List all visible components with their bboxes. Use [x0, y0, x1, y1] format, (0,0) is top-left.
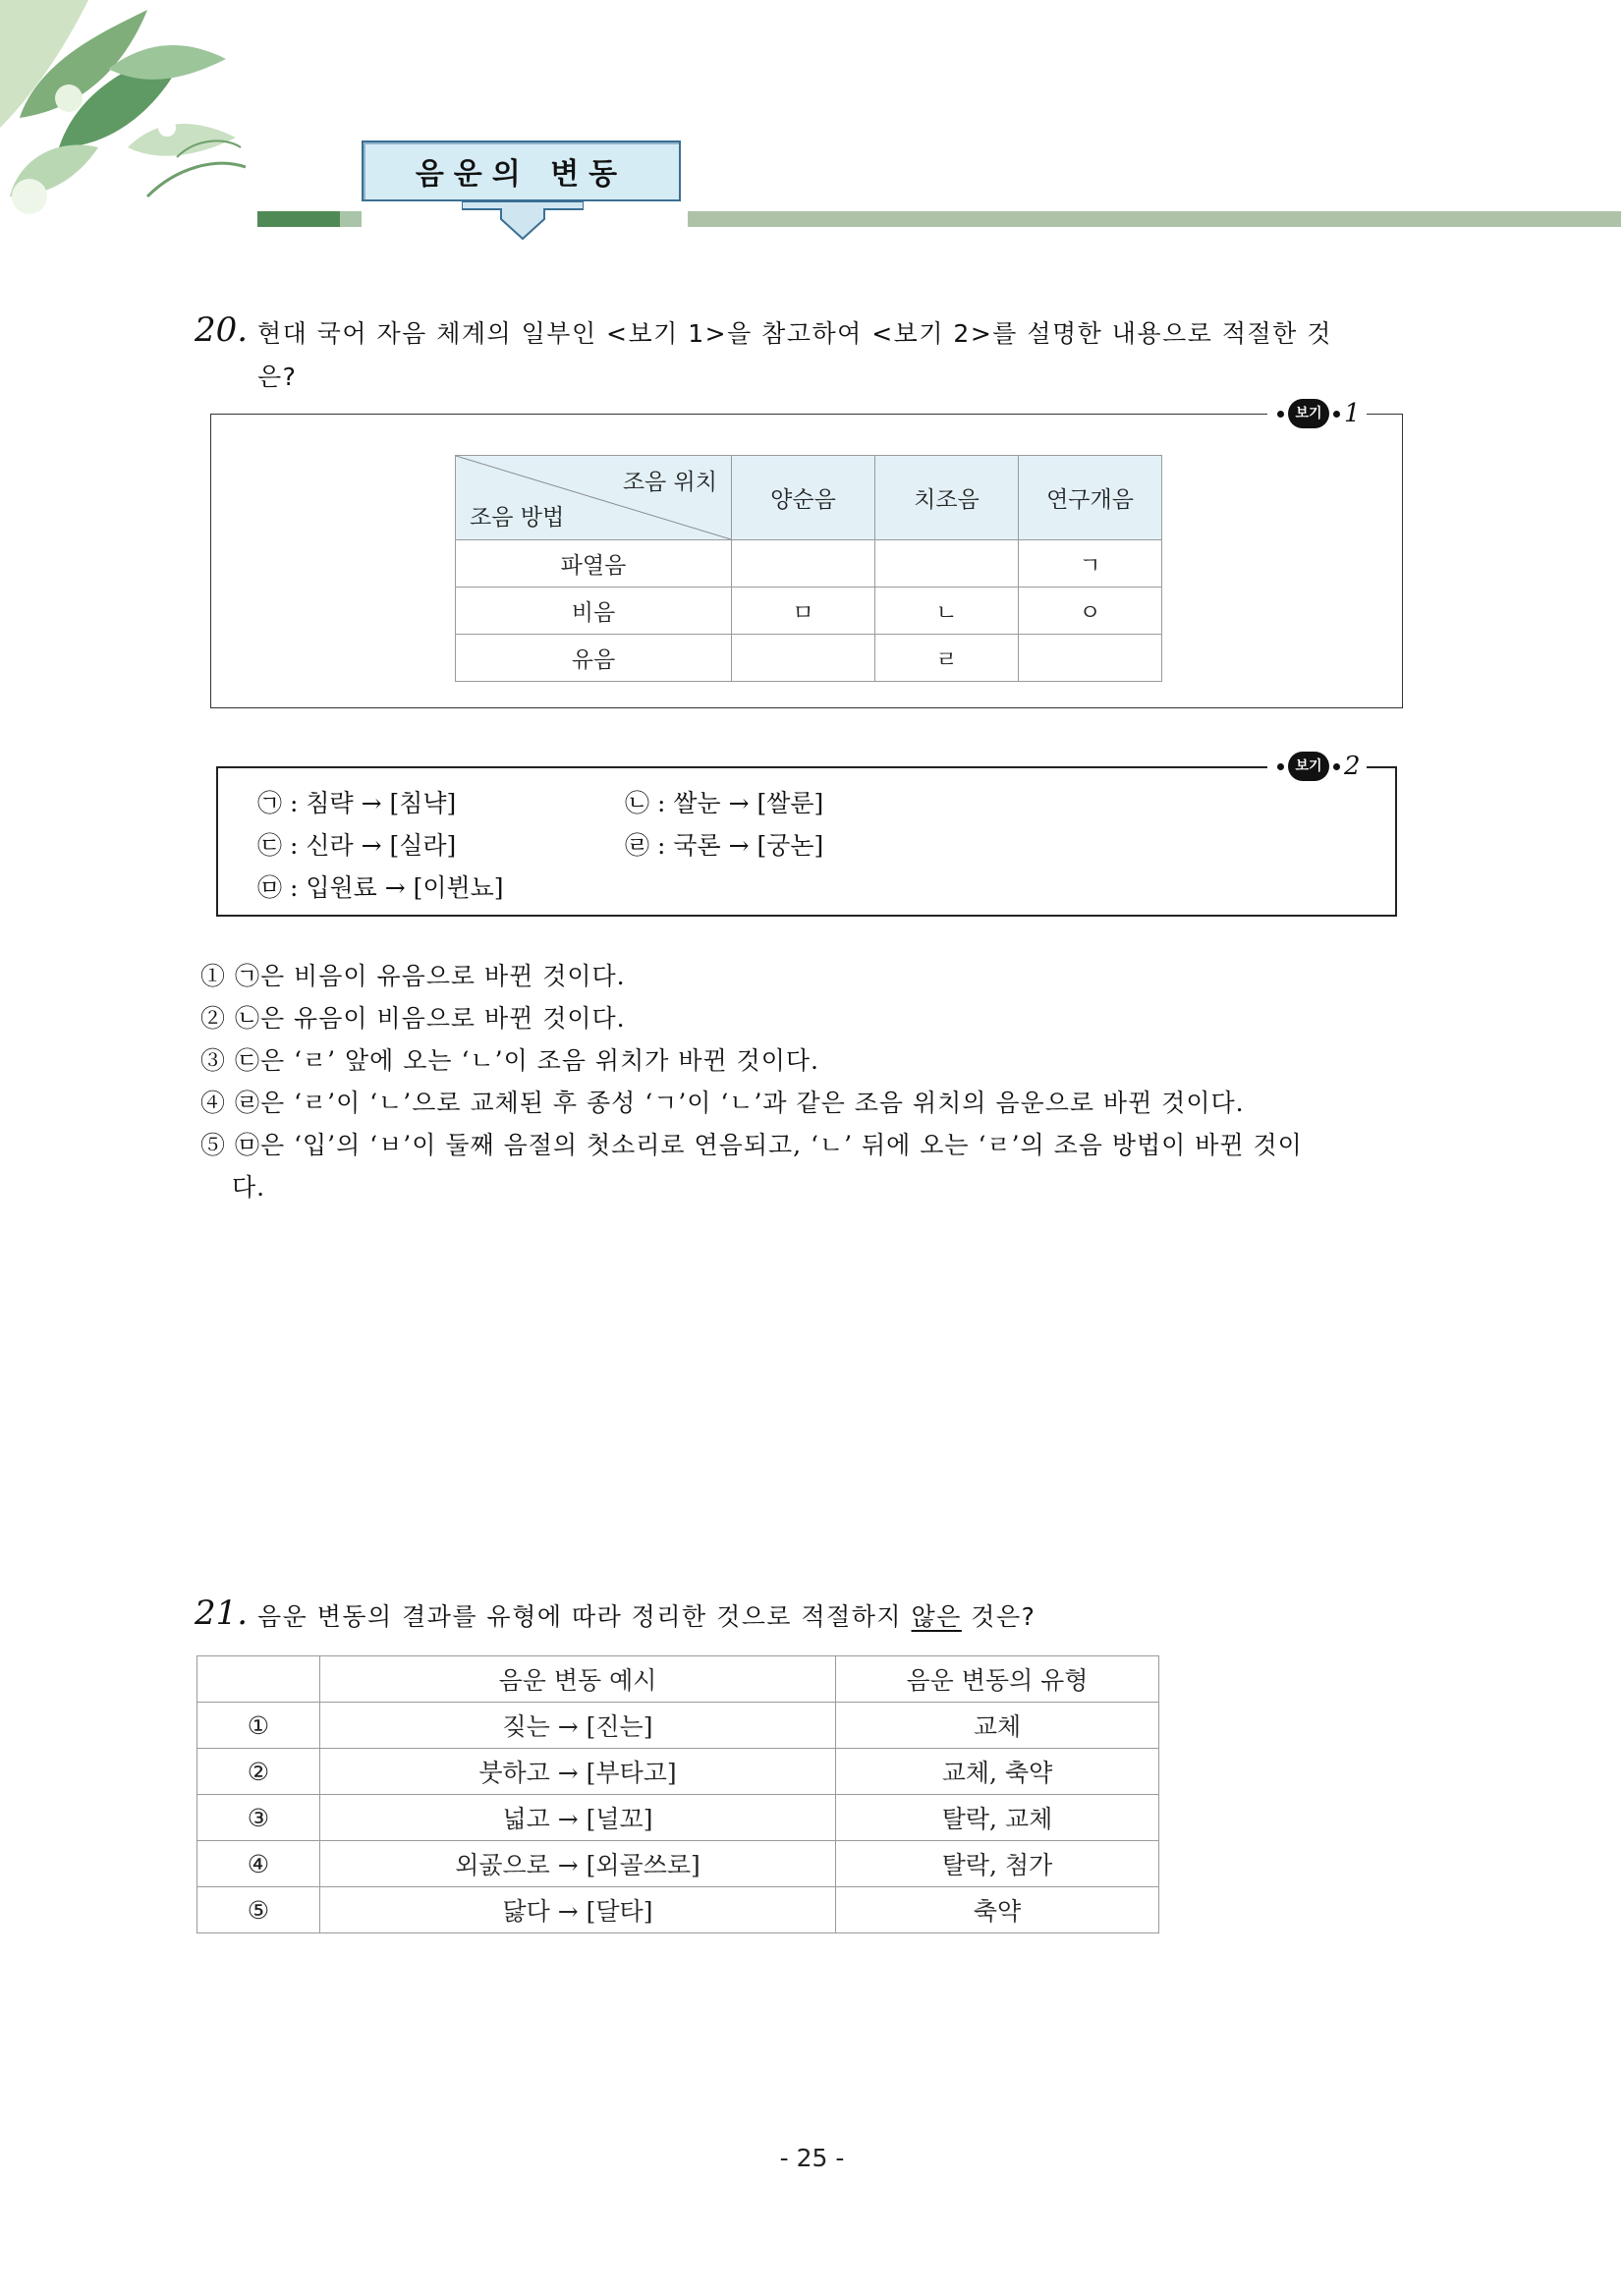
table-cell: 닳다 → [달타] — [320, 1887, 836, 1933]
page-number: - 25 - — [779, 2144, 845, 2172]
table-row[interactable] — [197, 1841, 1159, 1887]
table-row[interactable] — [197, 1703, 1159, 1749]
table-cell: 붓하고 → [부타고] — [320, 1749, 836, 1795]
row-header: 파열음 — [456, 540, 732, 588]
question-number: 20. — [195, 310, 249, 350]
table-header-row — [197, 1656, 1159, 1703]
header-rule-accent-light — [340, 211, 362, 227]
box-tag-number: 2 — [1344, 752, 1361, 781]
box-tag-number: 1 — [1344, 399, 1361, 428]
table-row[interactable] — [197, 1795, 1159, 1841]
header-manner-of-articulation: 조음 방법 — [470, 505, 565, 531]
box-tag-2 — [1267, 752, 1367, 781]
question-stem — [257, 1596, 1036, 1639]
table-cell: 탈락, 교체 — [836, 1795, 1159, 1841]
column-header: 음운 변동의 유형 — [836, 1656, 1159, 1703]
column-header: 음운 변동 예시 — [320, 1656, 836, 1703]
example-item: ㉢ : 신라 → [실라] — [257, 831, 457, 860]
table-cell: ㄹ — [875, 635, 1019, 682]
table-cell: 탈락, 첨가 — [836, 1841, 1159, 1887]
answer-option[interactable]: ⑤ ㉤은 ‘입’의 ‘ㅂ’이 둘째 음절의 첫소리로 연음되고, ‘ㄴ’ 뒤에 오는 ‘ㄹ’의 조음 방법이 바뀐 것이 — [200, 1131, 1303, 1159]
option-number: ① — [197, 1703, 320, 1749]
column-header — [197, 1656, 320, 1703]
table-cell: ㅁ — [732, 588, 875, 635]
question-stem-text: 것은? — [961, 1602, 1036, 1631]
section-title: 음운의 변동 — [362, 140, 681, 201]
example-item: ㉡ : 쌀눈 → [쌀룬] — [625, 789, 824, 817]
answer-option[interactable]: ④ ㉣은 ‘ㄹ’이 ‘ㄴ’으로 교체된 후 종성 ‘ㄱ’이 ‘ㄴ’과 같은 조음 위치의 음운으로 바뀐 것이다. — [200, 1089, 1245, 1117]
consonant-table — [455, 455, 1162, 682]
answer-option[interactable]: ③ ㉢은 ‘ㄹ’ 앞에 오는 ‘ㄴ’이 조음 위치가 바뀐 것이다. — [200, 1046, 819, 1075]
table-row[interactable] — [197, 1749, 1159, 1795]
table-cell: 교체, 축약 — [836, 1749, 1159, 1795]
column-header: 연구개음 — [1019, 456, 1162, 540]
answer-option[interactable]: ① ㉠은 비음이 유음으로 바뀐 것이다. — [200, 962, 626, 990]
table-cell — [732, 635, 875, 682]
question-stem-text: 음운 변동의 결과를 유형에 따라 정리한 것으로 적절하지 — [257, 1602, 912, 1631]
table-cell: 넓고 → [널꼬] — [320, 1795, 836, 1841]
question-stem-continued: 은? — [257, 363, 298, 391]
table-row — [456, 635, 1162, 682]
option-number: ② — [197, 1749, 320, 1795]
answer-option[interactable]: ② ㉡은 유음이 비음으로 바뀐 것이다. — [200, 1004, 626, 1033]
table-cell: 교체 — [836, 1703, 1159, 1749]
example-item: ㉠ : 침략 → [침냑] — [257, 789, 457, 817]
answer-option-continued: 다. — [232, 1173, 266, 1202]
question-number: 21. — [195, 1594, 249, 1633]
example-item: ㉤ : 입원료 → [이뷘뇨] — [257, 873, 504, 902]
table-cell: ㄴ — [875, 588, 1019, 635]
option-number: ⑤ — [197, 1887, 320, 1933]
header-rule-accent — [257, 211, 340, 227]
row-header: 유음 — [456, 635, 732, 682]
table-cell — [875, 540, 1019, 588]
box-tag-label: 보기 — [1288, 752, 1329, 781]
option-number: ④ — [197, 1841, 320, 1887]
question-stem-emphasis: 않은 — [911, 1602, 962, 1631]
table-cell: 축약 — [836, 1887, 1159, 1933]
example-item: ㉣ : 국론 → [궁논] — [625, 831, 824, 860]
table-cell: ㅇ — [1019, 588, 1162, 635]
column-header: 양순음 — [732, 456, 875, 540]
header-rule — [688, 211, 1621, 227]
table-cell: 외곬으로 → [외골쓰로] — [320, 1841, 836, 1887]
table-cell — [732, 540, 875, 588]
row-header: 비음 — [456, 588, 732, 635]
box-tag-label: 보기 — [1288, 399, 1329, 428]
header-place-of-articulation: 조음 위치 — [622, 470, 717, 495]
table-cell: ㄱ — [1019, 540, 1162, 588]
option-number: ③ — [197, 1795, 320, 1841]
table-cell: 짖는 → [진는] — [320, 1703, 836, 1749]
leaf-decoration-icon — [0, 0, 255, 236]
sound-change-table — [196, 1655, 1159, 1933]
table-row — [456, 588, 1162, 635]
table-cell — [1019, 635, 1162, 682]
box-tag-1 — [1267, 399, 1367, 428]
column-header: 치조음 — [875, 456, 1019, 540]
question-stem: 현대 국어 자음 체계의 일부인 <보기 1>을 참고하여 <보기 2>를 설명한 내용으로 적절한 것 — [257, 319, 1332, 348]
table-corner-header — [456, 456, 732, 540]
arrow-down-icon — [462, 201, 584, 241]
table-row — [456, 540, 1162, 588]
table-row[interactable] — [197, 1887, 1159, 1933]
